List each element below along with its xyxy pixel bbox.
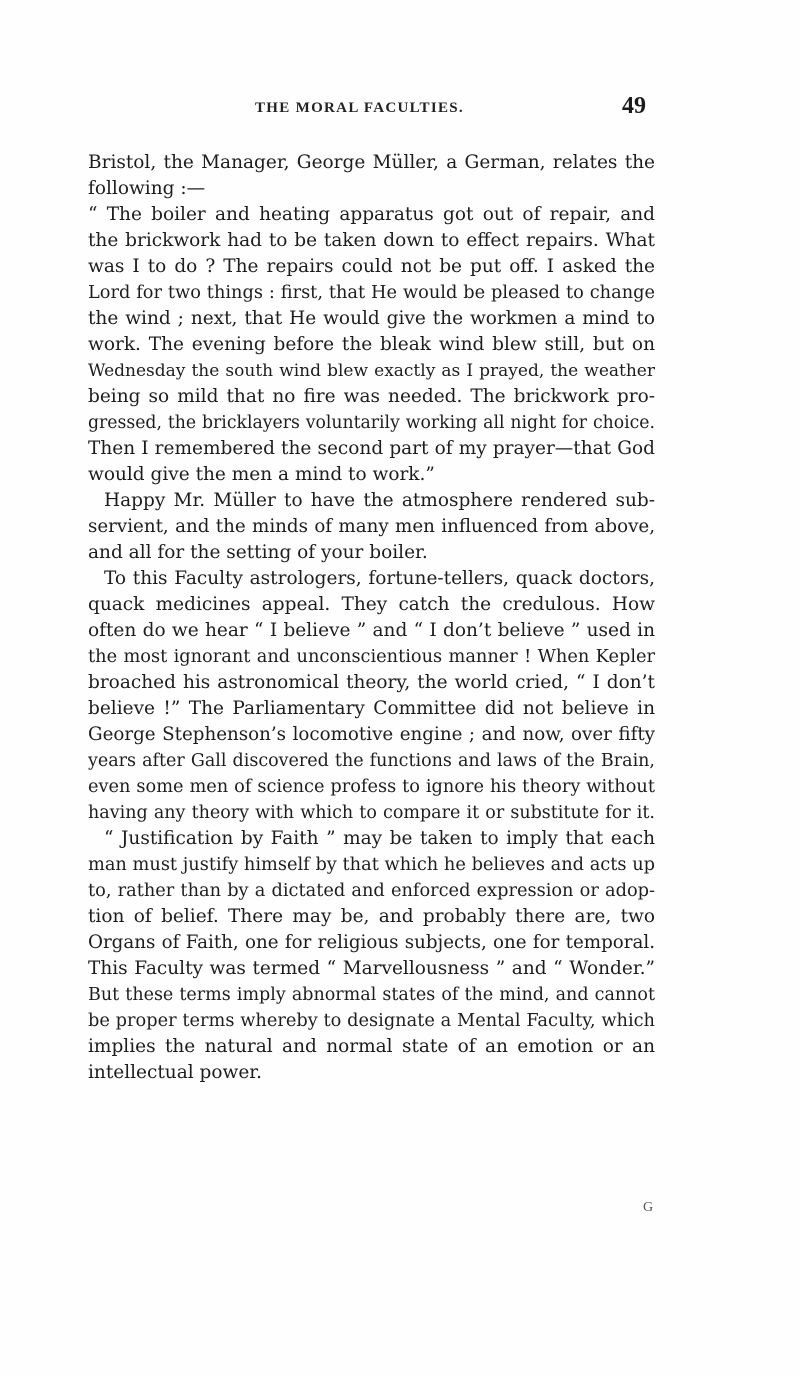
text-line: the wind ; next, that He would give the workmen a mind to (88, 308, 655, 329)
text-line: intellectual power. (88, 1062, 262, 1083)
text-line: tion of belief. There may be, and probably there are, two (88, 906, 655, 927)
text-line: the most ignorant and unconscientious manner ! When Kepler (88, 647, 655, 667)
text-line: would give the men a mind to work.” (88, 464, 435, 485)
text-line: and all for the setting of your boiler. (88, 542, 428, 563)
text-line: quack medicines appeal. They catch the credulous. How (88, 594, 655, 615)
text-line: being so mild that no fire was needed. The brickwork pro- (88, 386, 655, 407)
text-line: broached his astronomical theory, the world cried, “ I don’t (88, 672, 655, 693)
text-line: to, rather than by a dictated and enforced expression or adop- (88, 881, 655, 901)
text-line: be proper terms whereby to designate a Mental Faculty, which (88, 1011, 655, 1031)
text-line: Lord for two things : first, that He would be pleased to change (88, 283, 655, 303)
text-line: Wednesday the south wind blew exactly as I prayed, the weather (88, 361, 655, 381)
text-line: But these terms imply abnormal states of the mind, and cannot (88, 985, 655, 1005)
text-line: following :— (88, 178, 206, 199)
text-line: often do we hear “ I believe ” and “ I don’t believe ” used in (88, 620, 655, 641)
text-line: the brickwork had to be taken down to effect repairs. What (88, 230, 655, 251)
text-line: To this Faculty astrologers, fortune-tellers, quack doctors, (104, 568, 655, 589)
text-line: was I to do ? The repairs could not be put off. I asked the (88, 256, 655, 277)
text-line: Organs of Faith, one for religious subjects, one for temporal. (88, 932, 655, 953)
text-line: implies the natural and normal state of an emotion or an (88, 1036, 655, 1057)
text-line: having any theory with which to compare it or substitute for it. (88, 803, 655, 823)
text-line: man must justify himself by that which he believes and acts up (88, 855, 655, 875)
text-line: believe !” The Parliamentary Committee did not believe in (88, 698, 655, 719)
text-line: This Faculty was termed “ Marvellousness ” and “ Wonder.” (88, 958, 655, 979)
running-head-title: THE MORAL FACULTIES. (255, 100, 464, 116)
text-line: servient, and the minds of many men influenced from above, (88, 516, 655, 537)
text-line: Happy Mr. Müller to have the atmosphere rendered sub- (104, 490, 655, 511)
text-line: work. The evening before the bleak wind blew still, but on (88, 334, 655, 355)
text-line: Then I remembered the second part of my prayer—that God (88, 438, 655, 459)
text-line: gressed, the bricklayers voluntarily working all night for choice. (88, 413, 655, 433)
running-head (228, 88, 648, 128)
text-line: George Stephenson’s locomotive engine ; and now, over fifty (88, 724, 655, 745)
text-line: “ The boiler and heating apparatus got out of repair, and (88, 204, 655, 225)
page-number: 49 (622, 93, 646, 119)
text-line: even some men of science profess to ignore his theory without (88, 777, 655, 797)
text-line: years after Gall discovered the functions and laws of the Brain, (88, 751, 655, 771)
text-line: Bristol, the Manager, George Müller, a German, relates the (88, 152, 655, 173)
text-line: “ Justification by Faith ” may be taken to imply that each (104, 828, 655, 849)
signature-mark: G (643, 1200, 654, 1215)
body-text (88, 150, 655, 1086)
